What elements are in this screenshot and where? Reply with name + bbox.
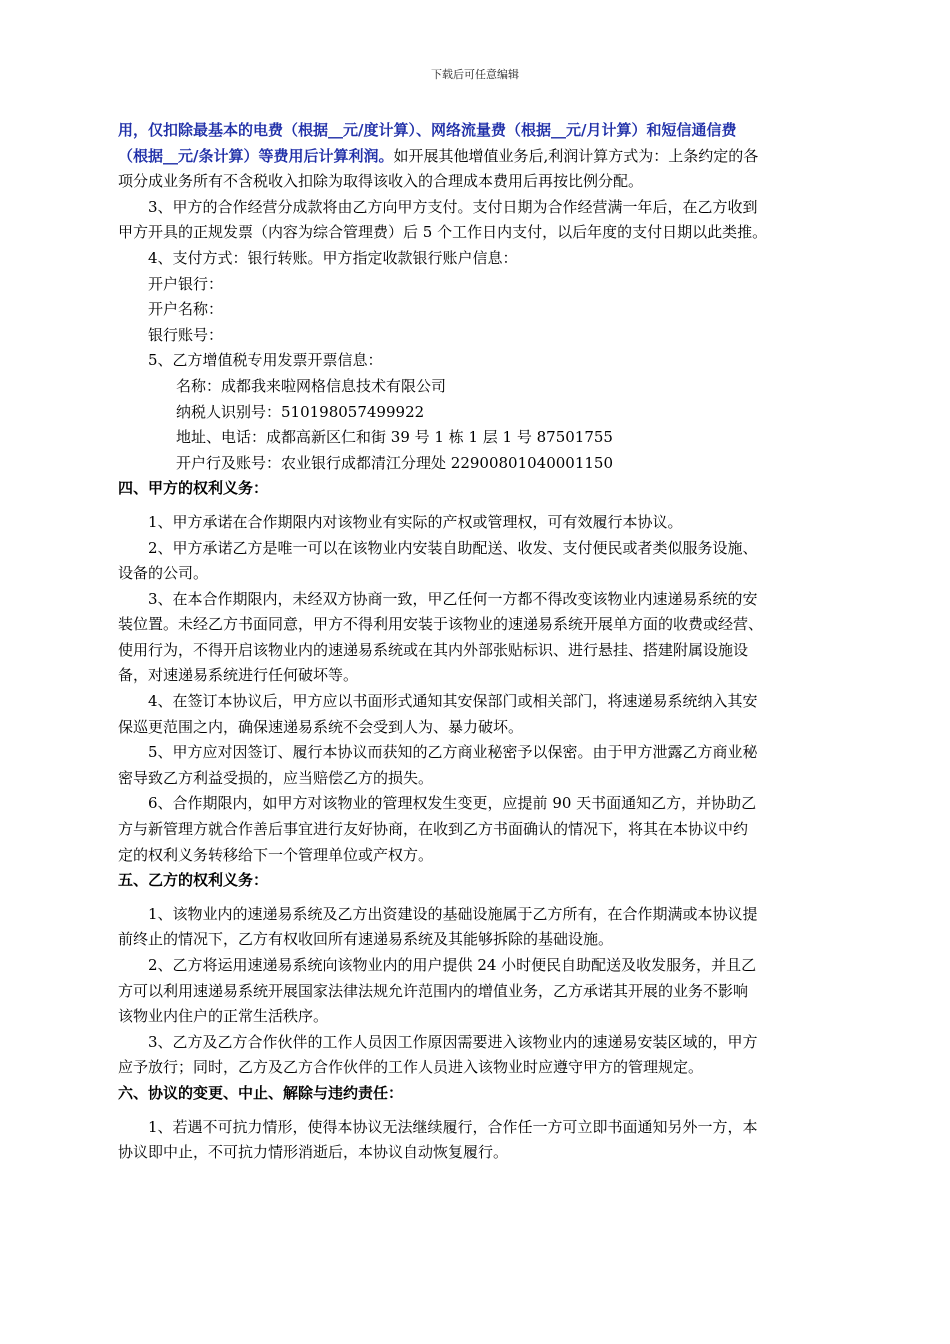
paragraph-text: 如开展其他增值业务后,利润计算方式为：上条约定的各 <box>393 146 759 165</box>
account-name-field: 开户名称： <box>148 300 224 319</box>
section-heading: 六、协议的变更、中止、解除与违约责任： <box>118 1083 404 1102</box>
paragraph-line: 4、支付方式：银行转账。甲方指定收款银行账户信息： <box>148 248 518 267</box>
paragraph-line <box>118 144 842 170</box>
paragraph-line: 前终止的情况下，乙方有权收回所有速递易系统及其能够拆除的基础设施。 <box>118 930 614 949</box>
paragraph-line: 3、在本合作期限内，未经双方协商一致，甲乙任何一方都不得改变该物业内速递易系统的安 <box>148 589 758 608</box>
paragraph-line: 5、乙方增值税专用发票开票信息： <box>148 351 383 370</box>
paragraph-line: 2、乙方将运用速递易系统向该物业内的用户提供 24 小时便民自助配送及收发服务，并且乙 <box>148 956 757 974</box>
document-body <box>118 118 842 1166</box>
paragraph-line: 设备的公司。 <box>118 564 209 583</box>
paragraph-line: 密导致乙方利益受损的，应当赔偿乙方的损失。 <box>118 768 434 787</box>
highlighted-text: （根据__元/条计算）等费用后计算利润。 <box>118 146 394 165</box>
account-number-field: 银行账号： <box>148 325 224 344</box>
paragraph-line: 项分成业务所有不含税收入扣除为取得该收入的合理成本费用后再按比例分配。 <box>118 172 644 191</box>
paragraph-line: 5、甲方应对因签订、履行本协议而获知的乙方商业秘密予以保密。由于甲方泄露乙方商业秘 <box>148 743 758 762</box>
paragraph-line: 6、合作期限内，如甲方对该物业的管理权发生变更，应提前 90 天书面通知乙方，并协助乙 <box>148 794 757 813</box>
paragraph-line: 装位置。未经乙方书面同意，甲方不得利用安装于该物业的速递易系统开展单方面的收费或经营、 <box>118 615 764 634</box>
paragraph-line: 该物业内住户的正常生活秩序。 <box>118 1007 329 1026</box>
paragraph-line: 3、乙方及乙方合作伙伴的工作人员因工作原因需要进入该物业内的速递易安装区域的，甲方 <box>148 1032 758 1051</box>
paragraph-line <box>118 118 842 144</box>
invoice-bank-account: 开户行及账号：农业银行成都清江分理处 22900801040001150 <box>176 453 614 472</box>
paragraph-line: 甲方开具的正规发票（内容为综合管理费）后 5 个工作日内支付，以后年度的支付日期以此类推。 <box>118 223 768 242</box>
bank-name-field: 开户银行： <box>148 274 224 293</box>
paragraph-line: 4、在签订本协议后，甲方应以书面形式通知其安保部门或相关部门，将速递易系统纳入其安 <box>148 692 758 711</box>
paragraph-line: 方与新管理方就合作善后事宜进行友好协商，在收到乙方书面确认的情况下，将其在本协议中约 <box>118 820 749 839</box>
invoice-address-phone: 地址、电话：成都高新区仁和街 39 号 1 栋 1 层 1 号 87501755 <box>176 428 613 447</box>
highlighted-text: 用，仅扣除最基本的电费（根据__元/度计算）、网络流量费（根据__元/月计算）和短信通信费 <box>118 121 737 139</box>
paragraph-line: 方可以利用速递易系统开展国家法律法规允许范围内的增值业务，乙方承诺其开展的业务不影响 <box>118 981 749 1000</box>
paragraph-line: 2、甲方承诺乙方是唯一可以在该物业内安装自助配送、收发、支付便民或者类似服务设施、 <box>148 538 758 557</box>
paragraph-line: 应予放行；同时，乙方及乙方合作伙伴的工作人员进入该物业时应遵守甲方的管理规定。 <box>118 1058 704 1077</box>
paragraph-line: 1、甲方承诺在合作期限内对该物业有实际的产权或管理权，可有效履行本协议。 <box>148 512 683 531</box>
section-heading: 四、甲方的权利义务： <box>118 479 269 498</box>
paragraph-line: 3、甲方的合作经营分成款将由乙方向甲方支付。支付日期为合作经营满一年后，在乙方收到 <box>148 197 758 216</box>
paragraph-line: 1、若遇不可抗力情形，使得本协议无法继续履行，合作任一方可立即书面通知另外一方，本 <box>148 1117 758 1136</box>
paragraph-line: 1、该物业内的速递易系统及乙方出资建设的基础设施属于乙方所有，在合作期满或本协议提 <box>148 904 758 923</box>
page-header: 下载后可任意编辑 <box>431 68 519 81</box>
section-heading: 五、乙方的权利义务： <box>118 871 269 890</box>
paragraph-line: 协议即中止，不可抗力情形消逝后，本协议自动恢复履行。 <box>118 1143 509 1162</box>
paragraph-line: 定的权利义务转移给下一个管理单位或产权方。 <box>118 845 434 864</box>
invoice-company-name: 名称：成都我来啦网格信息技术有限公司 <box>176 376 447 395</box>
invoice-tax-id: 纳税人识别号：510198057499922 <box>176 402 425 421</box>
paragraph-line: 保巡更范围之内，确保速递易系统不会受到人为、暴力破坏。 <box>118 717 524 736</box>
paragraph-line: 备，对速递易系统进行任何破坏等。 <box>118 666 359 685</box>
paragraph-line: 使用行为，不得开启该物业内的速递易系统或在其内外部张贴标识、进行悬挂、搭建附属设施设 <box>118 640 749 659</box>
